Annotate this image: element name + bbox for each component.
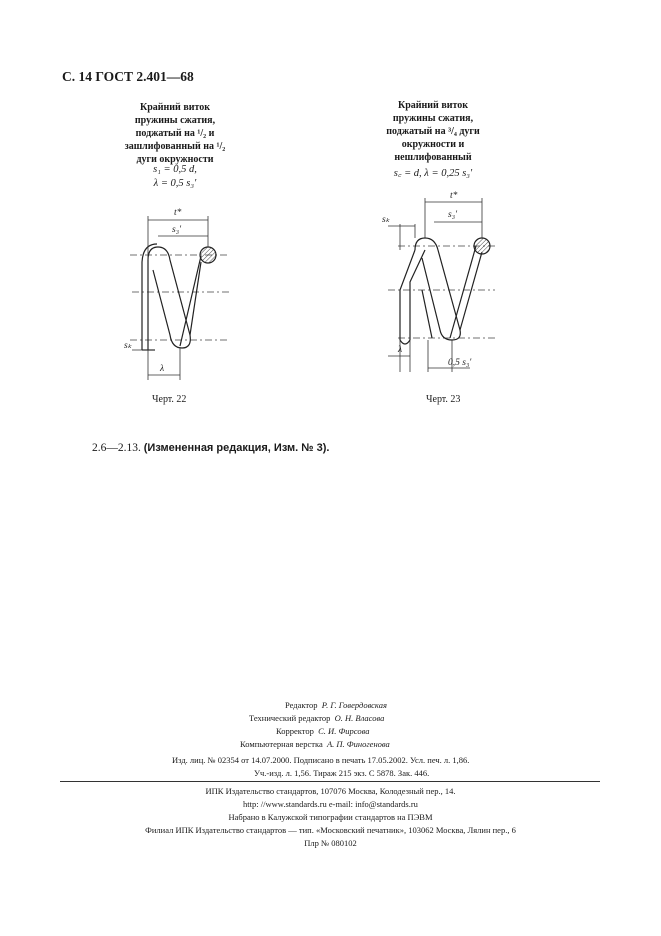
label-t: t*: [174, 208, 182, 218]
label-t: t*: [450, 191, 458, 201]
publisher-line: ИПК Издательство стандартов, 107076 Москва, Колодезный пер., 14.: [205, 786, 456, 796]
imprint-line-1: Изд. лиц. № 02354 от 14.07.2000. Подписано в печать 17.05.2002. Усл. печ. л. 1,86.: [172, 755, 470, 765]
caption-line: Крайний виток: [139, 102, 211, 113]
caption-line: пружины сжатия,: [392, 113, 474, 124]
caption-line: поджатый на ¹/₂ и: [135, 128, 215, 139]
label-lambda: λ: [160, 364, 165, 374]
section-note-bold: (Измененная редакция, Изм. № 3).: [143, 442, 330, 454]
section-note-prefix: 2.6—2.13.: [92, 442, 144, 454]
label-sk: sₖ: [382, 215, 390, 225]
figure-23-drawing: [370, 190, 510, 375]
credit-row: [285, 699, 387, 712]
label-sk: sₖ: [124, 341, 132, 351]
credit-name: О. Н. Власова: [334, 713, 385, 723]
figure-22-drawing: [110, 200, 250, 385]
credit-role: Редактор: [285, 700, 318, 710]
caption-line: пружины сжатия,: [134, 115, 216, 126]
label-half-s3: 0,5 s₃′: [448, 358, 472, 368]
formula-line: s꜀ = d, λ = 0,25 s₃′: [393, 168, 473, 179]
publisher-line: http: //www.standards.ru e-mail: info@standards.ru: [243, 799, 418, 809]
caption-line: зашлифованный на ¹/₂: [124, 141, 226, 152]
page-header: С. 14 ГОСТ 2.401—68: [62, 69, 194, 84]
credit-role: Технический редактор: [249, 713, 331, 723]
publisher-line: Филиал ИПК Издательство стандартов — тип. «Московский печатник», 103062 Москва, Лялин пер., 6: [145, 825, 516, 835]
credit-name: А. П. Финогенова: [326, 739, 390, 749]
spring-coil: [142, 244, 201, 350]
figure-23-formula: [358, 167, 508, 181]
spring-coil: [400, 238, 482, 344]
caption-line: окружности и: [401, 139, 465, 150]
publisher-line: Плр № 080102: [304, 838, 357, 848]
wire-section: [474, 238, 490, 254]
credit-row: [249, 712, 384, 725]
label-s3: s₃′: [172, 225, 182, 235]
formula-line: s₁ = 0,5 d,: [153, 164, 197, 175]
credit-row: [276, 725, 369, 738]
divider: [60, 781, 600, 782]
figure-22-label: Черт. 22: [152, 394, 187, 405]
credit-name: С. И. Фирсова: [318, 726, 370, 736]
credit-role: Корректор: [276, 726, 314, 736]
figure-22-formula: [100, 163, 250, 191]
label-lambda: λ: [398, 345, 403, 355]
figure-23-label: Черт. 23: [426, 394, 461, 405]
publisher-line: Набрано в Калужской типографии стандартов на ПЭВМ: [228, 812, 433, 822]
caption-line: поджатый на ³/₄ дуги: [386, 126, 480, 137]
figure-23-caption: [358, 99, 508, 164]
formula-line: λ = 0,5 s₃′: [153, 178, 197, 189]
wire-section: [200, 247, 216, 263]
caption-line: дуги окружности: [136, 154, 214, 165]
credit-row: [240, 738, 390, 751]
label-s3: s₃′: [448, 210, 458, 220]
section-note: [92, 442, 329, 454]
figure-22-caption: [100, 101, 250, 166]
caption-line: Крайний виток: [397, 100, 469, 111]
imprint-line-2: Уч.-изд. л. 1,56. Тираж 215 экз. С 5878. Зак. 446.: [254, 768, 430, 778]
caption-line: нешлифованный: [394, 152, 472, 163]
credit-role: Компьютерная верстка: [240, 739, 323, 749]
credit-name: Р. Г. Говердовская: [321, 700, 387, 710]
